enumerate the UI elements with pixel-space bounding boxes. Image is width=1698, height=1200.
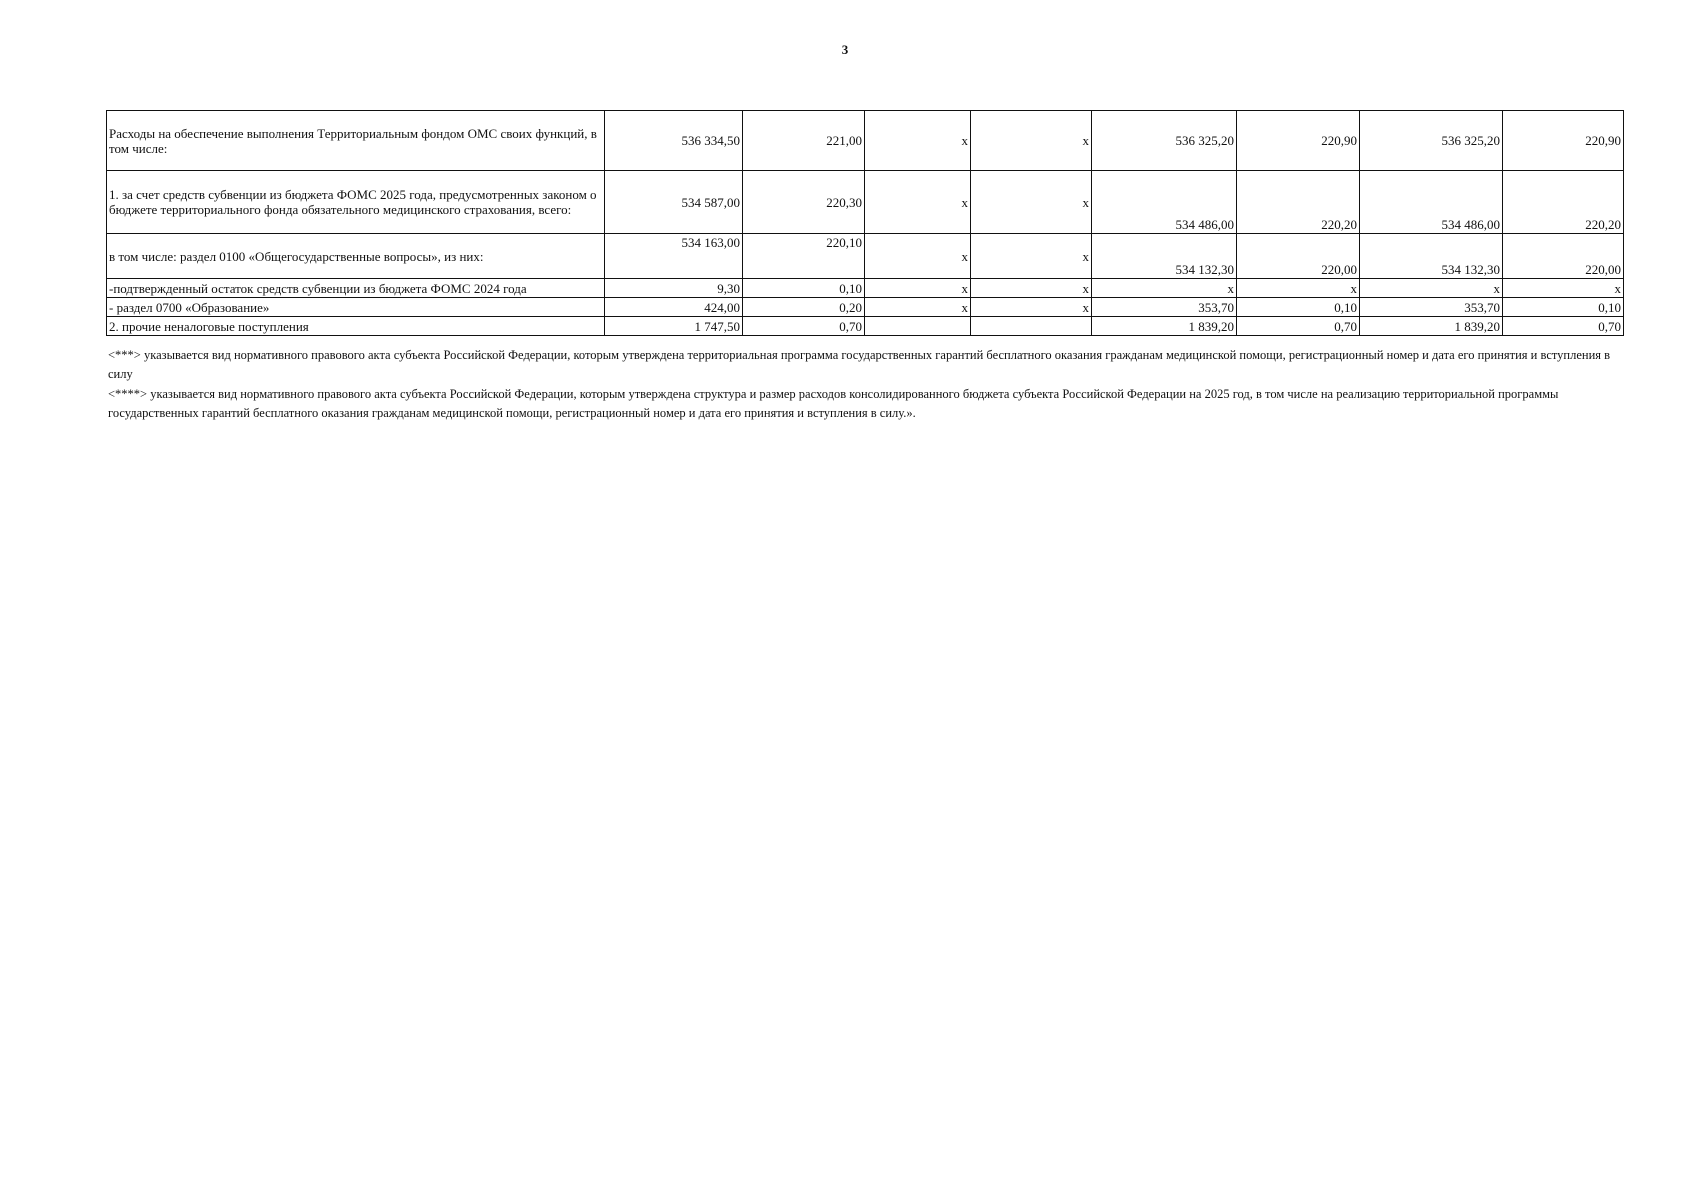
table-cell: 1 839,20 — [1092, 317, 1237, 336]
table-cell: 353,70 — [1092, 298, 1237, 317]
table-cell: 0,70 — [1503, 317, 1624, 336]
table-cell: 220,90 — [1503, 111, 1624, 171]
footnote-budget-structure: <****> указывается вид нормативного правового акта субъекта Российской Федерации, которым утверждена структура и размер расходов консолидированного бюджета субъекта Российской Федерации на 2025 год, в том числе на реализацию территориальной программы государственных гарантий бесплатного оказания гражданам медицинской помощи, регистрационный номер и дата его принятия и вступления в силу.». — [108, 387, 1559, 420]
table-cell: x — [865, 171, 971, 234]
table-cell: 1 839,20 — [1360, 317, 1503, 336]
table-cell: 0,20 — [743, 298, 865, 317]
table-row — [107, 279, 1624, 298]
footnote-regional-program: <***> указывается вид нормативного правового акта субъекта Российской Федерации, которым утверждена территориальная программа государственных гарантий бесплатного оказания гражданам медицинской помощи, регистрационный номер и дата его принятия и вступления в силу — [108, 348, 1611, 381]
table-cell: 220,20 — [1503, 171, 1624, 234]
table-row — [107, 111, 1624, 171]
table-cell: x — [865, 279, 971, 298]
table-cell: 534 486,00 — [1360, 171, 1503, 234]
table-cell: 536 325,20 — [1092, 111, 1237, 171]
table-cell: 534 163,00 — [605, 234, 743, 279]
table-cell: x — [1237, 279, 1360, 298]
table-cell: 220,90 — [1237, 111, 1360, 171]
table-cell: 0,10 — [1237, 298, 1360, 317]
table-cell: 534 132,30 — [1092, 234, 1237, 279]
row-description: Расходы на обеспечение выполнения Территориальным фондом ОМС своих функций, в том числе: — [107, 111, 605, 171]
row-description: 2. прочие неналоговые поступления — [107, 317, 605, 336]
table-cell: 534 486,00 — [1092, 171, 1237, 234]
table-cell: 1 747,50 — [605, 317, 743, 336]
footnotes — [108, 346, 1628, 424]
table-cell: 536 325,20 — [1360, 111, 1503, 171]
row-description: 1. за счет средств субвенции из бюджета ФОМС 2025 года, предусмотренных законом о бюджете территориального фонда обязательного медицинского страхования, всего: — [107, 171, 605, 234]
table-cell: 0,10 — [743, 279, 865, 298]
table-cell: 353,70 — [1360, 298, 1503, 317]
table-cell: 534 132,30 — [1360, 234, 1503, 279]
table-row — [107, 171, 1624, 234]
table-cell: 220,10 — [743, 234, 865, 279]
table-cell: 424,00 — [605, 298, 743, 317]
table-cell: 536 334,50 — [605, 111, 743, 171]
table-cell: 220,00 — [1503, 234, 1624, 279]
table-cell: x — [971, 298, 1092, 317]
table-cell: x — [865, 298, 971, 317]
table-cell: 0,70 — [743, 317, 865, 336]
budget-table — [106, 110, 1624, 336]
table-cell: x — [1092, 279, 1237, 298]
table-cell: x — [971, 171, 1092, 234]
table-cell: 220,30 — [743, 171, 865, 234]
table-cell: 534 587,00 — [605, 171, 743, 234]
page-number: 3 — [841, 42, 849, 57]
table-cell: x — [971, 234, 1092, 279]
table-cell: x — [865, 234, 971, 279]
table-row — [107, 298, 1624, 317]
table-cell: x — [1503, 279, 1624, 298]
table-cell: x — [1360, 279, 1503, 298]
table-cell: x — [971, 279, 1092, 298]
table-cell: 0,10 — [1503, 298, 1624, 317]
table-cell — [971, 317, 1092, 336]
table-row — [107, 234, 1624, 279]
table-cell: x — [971, 111, 1092, 171]
table-cell: 220,00 — [1237, 234, 1360, 279]
table-cell: 221,00 — [743, 111, 865, 171]
row-description: - раздел 0700 «Образование» — [107, 298, 605, 317]
table-cell: x — [865, 111, 971, 171]
table-cell: 220,20 — [1237, 171, 1360, 234]
table-cell — [865, 317, 971, 336]
row-description: -подтвержденный остаток средств субвенции из бюджета ФОМС 2024 года — [107, 279, 605, 298]
row-description: в том числе: раздел 0100 «Общегосударственные вопросы», из них: — [107, 234, 605, 279]
table-cell: 0,70 — [1237, 317, 1360, 336]
table-row — [107, 317, 1624, 336]
table-cell: 9,30 — [605, 279, 743, 298]
